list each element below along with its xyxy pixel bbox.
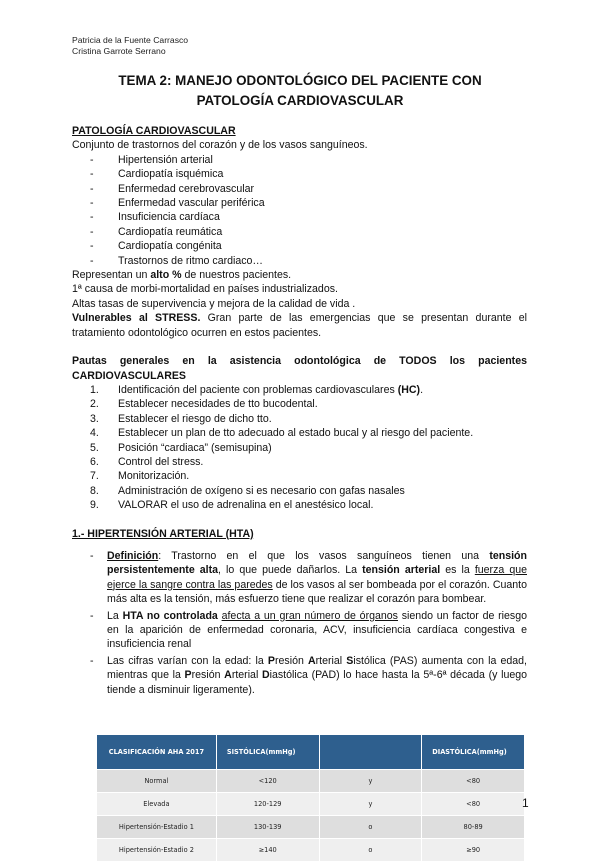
table-cell: Hipertensión-Estadio 1 <box>97 816 217 839</box>
list-item: 8. Administración de oxígeno si es necesario con gafas nasales <box>90 484 405 497</box>
author-1: Patricia de la Fuente Carrasco <box>72 35 189 45</box>
table-row <box>97 793 525 816</box>
list-item: - Cardiopatía isquémica <box>72 167 527 181</box>
list-item: 2. Establecer necesidades de tto bucodental. <box>90 398 318 411</box>
document-body <box>72 124 527 699</box>
table-cell: 130-139 <box>216 816 319 839</box>
table-cell: <80 <box>422 793 525 816</box>
list-item-hta: - La HTA no controlada afecta a un gran número de órganos siendo un factor de riesgo en la aparición de enfermedad coronaria, ACV, insuficiencia cardíaca congestiva e insuficiencia renal <box>72 609 527 652</box>
table-header-cell: CLASIFICACIÓN AHA 2017 <box>97 735 217 770</box>
author-header <box>72 35 188 57</box>
table-cell: ≥90 <box>422 839 525 862</box>
hta-list <box>72 549 527 697</box>
document-title <box>72 71 528 111</box>
table-header-cell: SISTÓLICA(mmHg) <box>216 735 319 770</box>
aha-classification-table <box>96 734 525 862</box>
list-item: - Enfermedad vascular periférica <box>72 196 527 210</box>
prevalence-text: Representan un alto % de nuestros pacientes. <box>72 269 292 282</box>
list-item: - Trastornos de ritmo cardiaco… <box>72 254 527 268</box>
pathology-list <box>72 153 527 268</box>
table-cell: y <box>319 770 422 793</box>
table-cell: 80-89 <box>422 816 525 839</box>
table-header-cell <box>319 735 422 770</box>
table-cell: o <box>319 816 422 839</box>
list-item: 7. Monitorización. <box>90 470 190 483</box>
title-line-2: PATOLOGÍA CARDIOVASCULAR <box>196 93 404 108</box>
table-cell: Elevada <box>97 793 217 816</box>
list-item: - Insuficiencia cardíaca <box>72 210 527 224</box>
table-row <box>97 816 525 839</box>
title-line-1: TEMA 2: MANEJO ODONTOLÓGICO DEL PACIENTE CON <box>118 73 482 88</box>
table-cell: ≥140 <box>216 839 319 862</box>
survival-text: Altas tasas de supervivencia y mejora de la calidad de vida . <box>72 297 356 310</box>
list-item: - Cardiopatía reumática <box>72 225 527 239</box>
table-cell: Normal <box>97 770 217 793</box>
table-header-cell: DIASTÓLICA(mmHg) <box>422 735 525 770</box>
list-item: 6. Control del stress. <box>90 455 204 468</box>
table-cell: Hipertensión-Estadio 2 <box>97 839 217 862</box>
list-item-definition: - Definición: Trastorno en el que los vasos sanguíneos tienen una tensión persistentemente alta, lo que puede dañarlos. La tensión arterial es la fuerza que ejerce la sangre contra las paredes de los vasos al ser bombeada por el corazón. Cuanto más alta es la tensión, más esfuerzo tiene que realizar el corazón para bombear. <box>72 549 527 607</box>
table-cell: 120-129 <box>216 793 319 816</box>
list-item: 1. Identificación del paciente con problemas cardiovasculares (HC). <box>90 383 424 396</box>
list-item: - Enfermedad cerebrovascular <box>72 182 527 196</box>
table-cell: y <box>319 793 422 816</box>
list-item: 4. Establecer un plan de tto adecuado al estado bucal y al riesgo del paciente. <box>90 427 474 440</box>
section-intro: Conjunto de trastornos del corazón y de los vasos sanguíneos. <box>72 139 368 152</box>
guidelines-list <box>72 383 527 513</box>
list-item: 3. Establecer el riesgo de dicho tto. <box>90 412 272 425</box>
page-number: 1 <box>522 796 529 810</box>
section-heading-hta: 1.- HIPERTENSIÓN ARTERIAL (HTA) <box>72 527 254 540</box>
section-heading-guidelines: Pautas generales en la asistencia odontológica de TODOS los pacientes CARDIOVASCULARES <box>72 355 527 382</box>
table-header-row <box>97 735 525 770</box>
table-cell: <80 <box>422 770 525 793</box>
stress-text: Vulnerables al STRESS. Gran parte de las emergencias que se presentan durante el tratamiento odontológico ocurren en estos pacientes. <box>72 312 528 339</box>
list-item: 5. Posición “cardiaca” (semisupina) <box>90 441 272 454</box>
cause-text: 1ª causa de morbi-mortalidad en países industrializados. <box>72 283 338 296</box>
table-cell: o <box>319 839 422 862</box>
list-item: 9. VALORAR el uso de adrenalina en el anestésico local. <box>90 499 374 512</box>
table-cell: <120 <box>216 770 319 793</box>
section-heading-cardiovascular: PATOLOGÍA CARDIOVASCULAR <box>72 125 236 137</box>
table-row <box>97 839 525 862</box>
list-item: - Cardiopatía congénita <box>72 239 527 253</box>
list-item: - Hipertensión arterial <box>72 153 527 167</box>
list-item-cifras: - Las cifras varían con la edad: la Presión Arterial Sistólica (PAS) aumenta con la edad, mientras que la Presión Arterial Diastólica (PAD) lo hace hasta la 5ª-6ª década (y luego tiende a disminuir ligeramente). <box>72 654 527 697</box>
author-2: Cristina Garrote Serrano <box>72 46 166 56</box>
table-row <box>97 770 525 793</box>
